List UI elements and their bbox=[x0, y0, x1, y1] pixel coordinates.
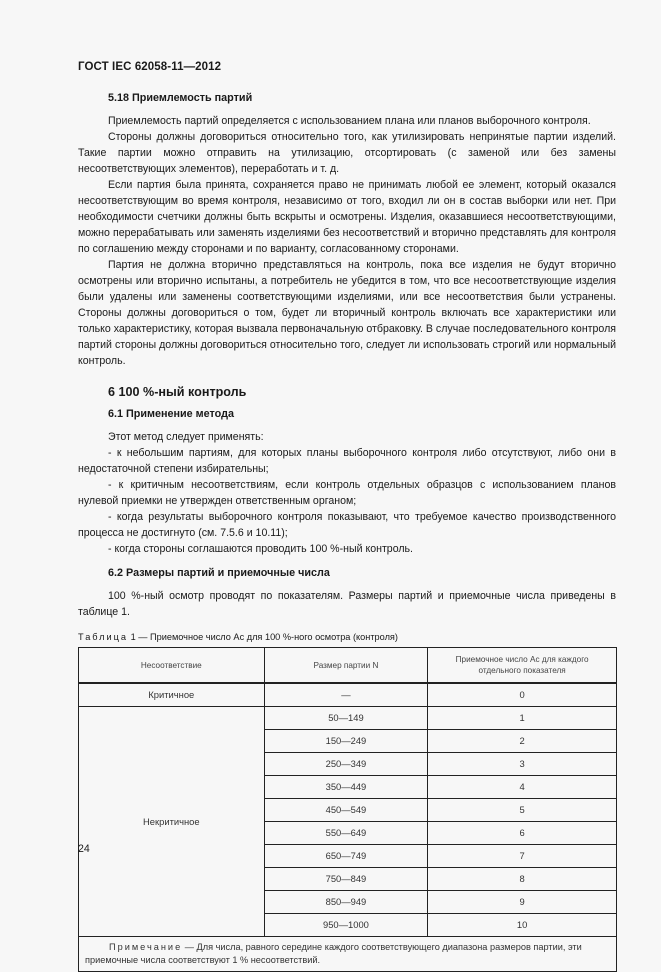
lot-size-cell: 950—1000 bbox=[264, 914, 428, 937]
ac-cell: 8 bbox=[428, 868, 617, 891]
lot-size-cell: 550—649 bbox=[264, 822, 428, 845]
ac-cell: 1 bbox=[428, 707, 617, 730]
ac-cell: 7 bbox=[428, 845, 617, 868]
paragraph: Если партия была принята, сохраняется право не принимать любой ее элемент, который оказался несоответствующим во время контроля, независимо от того, входил ли он в состав выборки или нет. При необходимости счетчики должны быть вскрыты и осмотрены. Изделия, оказавшиеся несоответствующими, можно перерабатывать или заменять изделиями без несоответствий и вторично представлять для контроля по соглашению между сторонами и по варианту, согласованному сторонами. bbox=[78, 179, 616, 255]
paragraph: Партия не должна вторично представляться на контроль, пока все изделия не будут вторично осмотрены или вторично испытаны, а потребитель не убедится в том, что все несоответствующие изделия были удалены или заменены соответствующими изделиями, или все несоответствия были устранены. Стороны должны договориться о том, будет ли вторичный контроль включать все характеристики или только характеристику, которая вызвала первоначальную отбраковку. В случае последовательного контроля партий стороны должны договориться относительно того, следует ли использовать строгий или нормальный контроль. bbox=[78, 259, 616, 367]
page-number: 24 bbox=[78, 843, 90, 855]
paragraph: Этот метод следует применять: bbox=[108, 431, 264, 443]
column-header: Приемочное число Ac для каждого отдельного показателя bbox=[428, 648, 617, 684]
note-label: Примечание bbox=[109, 942, 183, 952]
paragraph: Стороны должны договориться относительно того, как утилизировать непринятые партии изделий. Такие партии можно отправить на утилизацию, отсортировать (с заменой или без замены несоответствующих элементов), переработать и т. д. bbox=[78, 131, 616, 175]
section-6-title: 6 100 %-ный контроль bbox=[108, 385, 247, 399]
lot-size-cell: 250—349 bbox=[264, 753, 428, 776]
list-item: - когда результаты выборочного контроля показывают, что требуемое качество производственного процесса не достигнуто (см. 7.5.6 и 10.11); bbox=[78, 511, 616, 539]
paragraph: Приемлемость партий определяется с использованием плана или планов выборочного контроля. bbox=[108, 115, 591, 127]
ac-cell: 2 bbox=[428, 730, 617, 753]
ac-cell: 5 bbox=[428, 799, 617, 822]
nonconformity-cell: Критичное bbox=[79, 683, 265, 707]
lot-size-cell: 50—149 bbox=[264, 707, 428, 730]
list-item: - когда стороны соглашаются проводить 100 %-ный контроль. bbox=[108, 543, 413, 555]
list-item: - к критичным несоответствиям, если контроль отдельных образцов с использованием планов нулевой приемки не утвержден ответственным органом; bbox=[78, 479, 616, 507]
ac-cell: 10 bbox=[428, 914, 617, 937]
table-note bbox=[79, 937, 617, 972]
section-6-1-title: 6.1 Применение метода bbox=[108, 408, 234, 420]
lot-size-cell: 750—849 bbox=[264, 868, 428, 891]
ac-cell: 6 bbox=[428, 822, 617, 845]
note-text: — Для числа, равного середине каждого соответствующего диапазона размеров партии, эти приемочные числа соответствуют 1 % несоответствий. bbox=[85, 942, 582, 965]
lot-size-cell: 350—449 bbox=[264, 776, 428, 799]
list-item: - к небольшим партиям, для которых планы выборочного контроля либо отсутствуют, либо они в недостаточной степени избирательны; bbox=[78, 447, 616, 475]
table-row bbox=[79, 683, 617, 707]
ac-cell: 0 bbox=[428, 683, 617, 707]
ac-cell: 4 bbox=[428, 776, 617, 799]
lot-size-cell: 850—949 bbox=[264, 891, 428, 914]
nonconformity-cell: Некритичное bbox=[79, 707, 265, 937]
paragraph: 100 %-ный осмотр проводят по показателям. Размеры партий и приемочные числа приведены в таблице 1. bbox=[78, 590, 616, 618]
page-content bbox=[78, 90, 616, 972]
lot-size-cell: 150—249 bbox=[264, 730, 428, 753]
lot-size-cell: 650—749 bbox=[264, 845, 428, 868]
lot-size-cell: — bbox=[264, 683, 428, 707]
column-header: Размер партии N bbox=[264, 648, 428, 684]
table-note-row bbox=[79, 937, 617, 972]
acceptance-table bbox=[78, 647, 617, 972]
section-5-18-title: 5.18 Приемлемость партий bbox=[108, 92, 253, 104]
document-header: ГОСТ IEC 62058-11—2012 bbox=[78, 61, 222, 73]
table-row bbox=[79, 707, 617, 730]
table-caption bbox=[78, 630, 616, 644]
section-6-2-title: 6.2 Размеры партий и приемочные числа bbox=[108, 567, 330, 579]
table-caption-label: Таблица bbox=[78, 632, 129, 642]
lot-size-cell: 450—549 bbox=[264, 799, 428, 822]
ac-cell: 3 bbox=[428, 753, 617, 776]
table-caption-text: 1 — Приемочное число Ac для 100 %-ного осмотра (контроля) bbox=[128, 632, 398, 642]
column-header: Несоответствие bbox=[79, 648, 265, 684]
table-header-row bbox=[79, 648, 617, 684]
ac-cell: 9 bbox=[428, 891, 617, 914]
